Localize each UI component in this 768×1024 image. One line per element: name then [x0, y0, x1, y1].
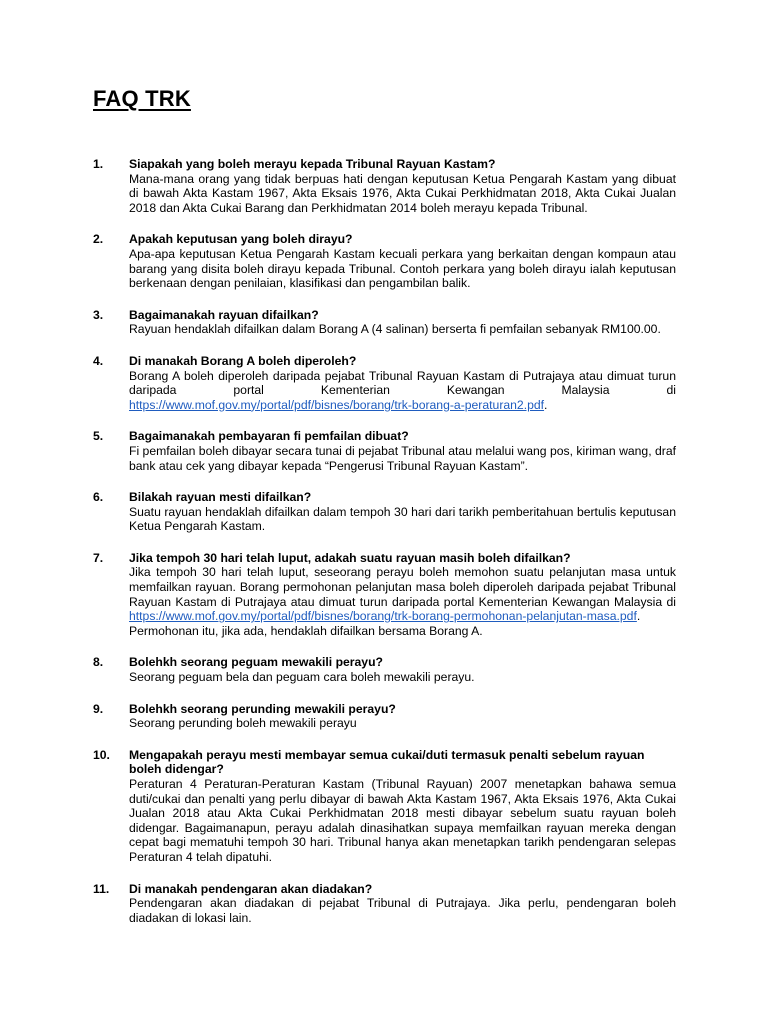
faq-list	[93, 157, 676, 925]
faq-answer: Suatu rayuan hendaklah difailkan dalam tempoh 30 hari dari tarikh pemberitahuan bertulis keputusan Ketua Pengarah Kastam.	[129, 504, 676, 534]
faq-answer-text-end: .	[544, 397, 548, 412]
faq-item-11	[93, 882, 676, 926]
faq-answer-text-end: . Permohonan itu, jika ada, hendaklah difailkan bersama Borang A.	[129, 609, 641, 638]
faq-answer: Fi pemfailan boleh dibayar secara tunai di pejabat Tribunal atau melalui wang pos, kiriman wang, draf bank atau cek yang dibayar kepada “Pengerusi Tribunal Rayuan Kastam”.	[129, 443, 676, 473]
faq-question: Bagaimanakah rayuan difailkan?	[129, 307, 319, 322]
borang-a-link[interactable]: https://www.mof.gov.my/portal/pdf/bisnes/borang/trk-borang-a-peraturan2.pdf	[129, 397, 545, 412]
faq-item-3	[93, 308, 676, 337]
faq-item-4	[93, 354, 676, 412]
faq-answer	[129, 565, 676, 638]
faq-number: 2.	[93, 232, 104, 247]
faq-item-1	[93, 157, 676, 215]
page-title: FAQ TRK	[93, 86, 191, 111]
faq-question: Bolehkh seorang perunding mewakili perayu?	[129, 701, 396, 716]
faq-number: 7.	[93, 550, 104, 565]
faq-number: 10.	[93, 747, 110, 762]
faq-number: 5.	[93, 429, 104, 444]
faq-item-5	[93, 429, 676, 473]
faq-question: Mengapakah perayu mesti membayar semua cukai/duti termasuk penalti sebelum rayuan boleh didengar?	[129, 747, 645, 777]
faq-answer: Apa-apa keputusan Ketua Pengarah Kastam kecuali perkara yang berkaitan dengan kompaun atau barang yang disita boleh dirayu kepada Tribunal. Contoh perkara yang boleh dirayu ialah keputusan berkenaan dengan penilaian, klasifikasi dan pengambilan balik.	[129, 246, 676, 291]
faq-answer: Mana-mana orang yang tidak berpuas hati dengan keputusan Ketua Pengarah Kastam yang dibuat di bawah Akta Kastam 1967, Akta Eksais 1976, Akta Cukai Perkhidmatan 2018, Akta Cukai Jualan 2018 dan Akta Cukai Barang dan Perkhidmatan 2014 boleh merayu kepada Tribunal.	[129, 171, 676, 215]
faq-question: Bilakah rayuan mesti difailkan?	[129, 490, 312, 505]
faq-item-10	[93, 748, 676, 865]
faq-answer	[129, 369, 676, 413]
pelanjutan-masa-link[interactable]: https://www.mof.gov.my/portal/pdf/bisnes/borang/trk-borang-permohonan-pelanjutan-masa.pdf	[129, 609, 637, 624]
faq-question: Apakah keputusan yang boleh dirayu?	[129, 232, 353, 247]
faq-number: 6.	[93, 490, 104, 505]
faq-number: 11.	[93, 881, 110, 896]
faq-item-8	[93, 655, 676, 684]
faq-answer-text: Borang A boleh diperoleh daripada pejabat Tribunal Rayuan Kastam di Putrajaya atau dimuat turun daripada portal Kementerian Kewangan Malaysia di	[129, 368, 676, 398]
faq-question: Jika tempoh 30 hari telah luput, adakah suatu rayuan masih boleh difailkan?	[129, 550, 571, 565]
faq-item-9	[93, 702, 676, 731]
faq-answer: Seorang peguam bela dan peguam cara boleh mewakili perayu.	[129, 670, 475, 685]
faq-item-6	[93, 490, 676, 534]
faq-item-2	[93, 232, 676, 290]
faq-number: 4.	[93, 353, 104, 368]
faq-answer: Seorang perunding boleh mewakili perayu	[129, 716, 357, 731]
faq-number: 9.	[93, 701, 104, 716]
faq-answer: Peraturan 4 Peraturan-Peraturan Kastam (Tribunal Rayuan) 2007 menetapkan bahawa semua duti/cukai dan penalti yang perlu dibayar di bawah Akta Kastam 1967, Akta Eksais 1976, Akta Cukai Jualan 2018 atau Akta Cukai Perkhidmatan 2018 mesti dibayar sebelum suatu rayuan boleh didengar. Bagaimanapun, perayu adalah dinasihatkan supaya memfailkan rayuan mereka dengan cepat bagi mematuhi tempoh 30 hari. Tribunal hanya akan menetapkan tarikh pendengaran selepas Peraturan 4 telah dipatuhi.	[129, 777, 676, 864]
faq-question: Bolehkh seorang peguam mewakili perayu?	[129, 655, 383, 670]
faq-item-7	[93, 551, 676, 639]
faq-number: 1.	[93, 157, 104, 171]
faq-question: Bagaimanakah pembayaran fi pemfailan dibuat?	[129, 429, 409, 444]
faq-question: Siapakah yang boleh merayu kepada Tribunal Rayuan Kastam?	[129, 157, 496, 171]
faq-answer-text: Jika tempoh 30 hari telah luput, seseorang perayu boleh memohon suatu pelanjutan masa untuk memfailkan rayuan. Borang permohonan pelanjutan masa boleh diperoleh daripada pejabat Tribunal Rayuan Kastam di Putrajaya atau dimuat turun daripada portal Kementerian Kewangan Malaysia di	[129, 565, 676, 609]
faq-question: Di manakah Borang A boleh diperoleh?	[129, 353, 357, 368]
faq-answer: Rayuan hendaklah difailkan dalam Borang A (4 salinan) berserta fi pemfailan sebanyak RM100.00.	[129, 322, 661, 337]
faq-answer: Pendengaran akan diadakan di pejabat Tribunal di Putrajaya. Jika perlu, pendengaran boleh diadakan di lokasi lain.	[129, 896, 676, 925]
faq-number: 3.	[93, 307, 104, 322]
faq-question: Di manakah pendengaran akan diadakan?	[129, 881, 373, 896]
faq-number: 8.	[93, 655, 104, 670]
